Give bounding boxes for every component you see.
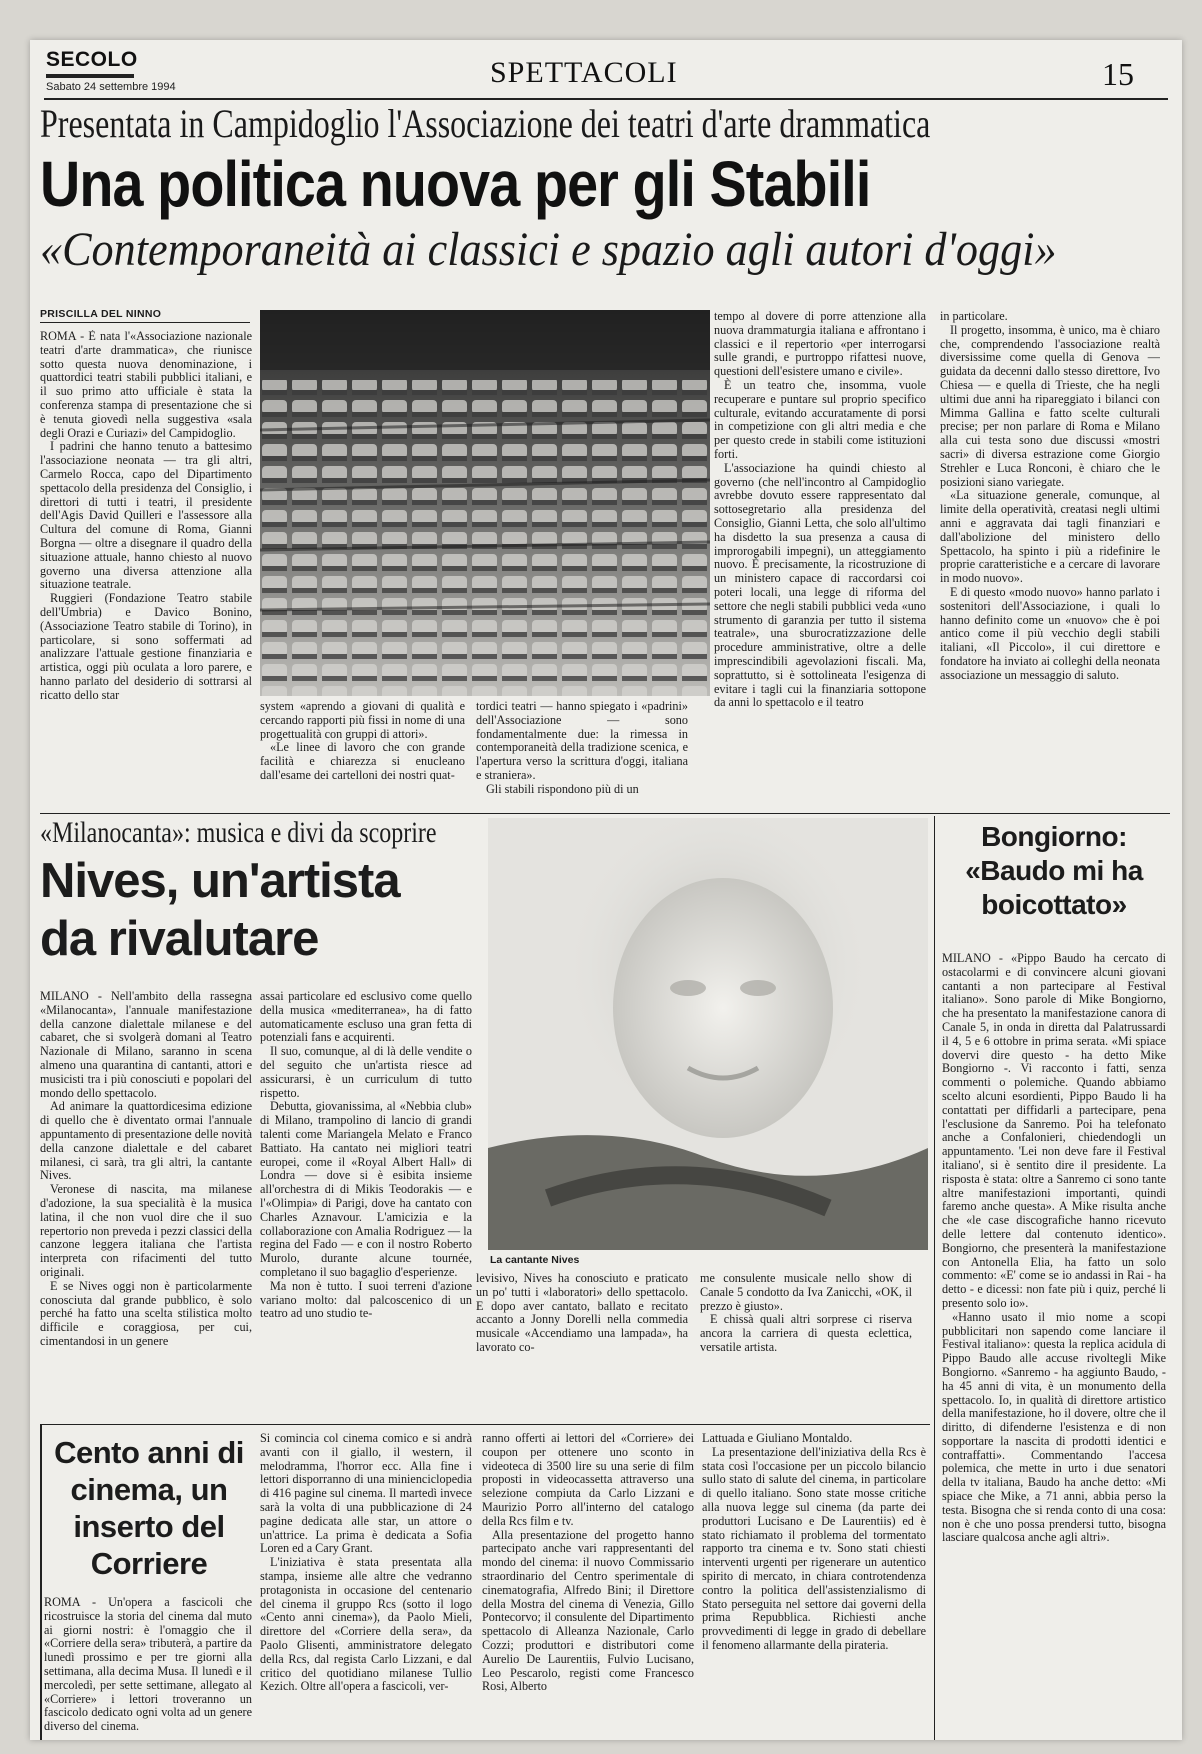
- nives-column-1: MILANO - Nell'ambito della rassegna «Milanocanta», l'annuale manifestazione della canzone dialettale milanese e del cabaret, che si svolgerà domani al Teatro Nazionale di Milano, saranno in scena almeno una quarantina di cantanti, attori e musicisti tra i più conosciuti e popolari del mondo dello spettacolo. Ad animare la quattordicesima edizione di quello che è diventato ormai l'annuale appuntamento di presentazione delle novità della canzone dialettale e del cabaret milanesi, ci sarà, tra gli altri, la cantante Nives. Veronese di nascita, ma milanese d'adozione, la sua specialità è la musica latina, il che non vuol dire che il suo repertorio non preveda i pezzi classici della canzone leggera italiana che l'artista interpreta con rifacimenti del tutto originali. E se Nives oggi non è particolarmente conosciuta dal grande pubblico, è solo perché ha fatto una scelta stilistica molto difficile e coraggiosa, per cui, cimentandosi in un genere: [40, 990, 252, 1348]
- section-title: SPETTACOLI: [490, 56, 678, 89]
- lead-kicker: Presentata in Campidoglio l'Associazione dei teatri d'arte drammatica: [40, 102, 931, 146]
- lead-column-4: tempo al dovere di porre attenzione alla nuova drammaturgia italiana e affrontano i classici e il repertorio «per interrogarsi sulle grandi, e purtroppo rifattesi nuove, questioni dell'esistere umano e civile». È un teatro che, insomma, vuole recuperare e puntare sul proprio specifico culturale, evitando accuratamente di porsi in competizione con gli altri media e che per questo crede in stabili come istituzioni forti. L'associazione ha quindi chiesto al governo (che nell'incontro al Campidoglio avrebbe dovuto essere rappresentato dal sottosegretario alla presidenza del Consiglio, Gianni Letta, che solo all'ultimo ha disdetto la sua presenza a causa di improrogabili impegni), un atteggiamento nuovo. È precisamente, la ricostruzione di un ministero capace di raccordarsi coi poteri locali, una legge di riforma del settore che negli stabili pubblici veda «uno strumento di garanzia per tutto il sistema teatrale», una sburocratizzazione delle procedure amministrative, oltre a delle imprescindibili agevolazioni fiscali. Ma, soprattutto, si è sottolineata l'esigenza di evitare i tagli cui la finanziaria sottopone da anni lo spettacolo e il teatro: [714, 310, 926, 710]
- lead-headline: Una politica nuova per gli Stabili: [40, 148, 871, 220]
- lead-column-2: system «aprendo a giovani di qualità e cercando rapporti più fissi in nome di una progettualità con gruppi di attori». «Le linee di lavoro che con grande facilità e chiarezza si enucleano dall'esame dei cartelloni dei nostri quat-: [260, 700, 465, 782]
- lead-bottom-rule: [40, 813, 1170, 814]
- byline-rule: [40, 322, 250, 323]
- nives-photo-caption: La cantante Nives: [490, 1254, 580, 1266]
- lead-column-3: tordici teatri — hanno spiegato i «padrini» dell'Associazione — sono fondamentalmente due: la rimessa in contemporaneità della tradizione scenica, e l'apertura verso la scrittura d'oggi, italiana e straniera». Gli stabili rispondono più di un: [476, 700, 688, 796]
- cinema-column-1: ROMA - Un'opera a fascicoli che ricostruisce la storia del cinema dal muto ai giorni nostri: è l'omaggio che il «Corriere della sera» tributerà, a partire da lunedì prossimo e per tre giorni alla settimana, alla decima Musa. Il lunedì e il mercoledì, per sette settimane, allegato al «Corriere» i lettori troveranno un fascicolo dedicato ogni volta ad un genere diverso del cinema.: [44, 1596, 252, 1734]
- issue-date: Sabato 24 settembre 1994: [46, 81, 176, 93]
- header-rule: [44, 98, 1168, 100]
- nives-bottom-rule: [40, 1424, 930, 1425]
- theatre-photo: [260, 310, 710, 696]
- nives-column-3: levisivo, Nives ha conosciuto e praticato un po' tutti i «laboratori» dello spettacolo. E dopo aver cantato, ballato e recitato accanto a Jonny Dorelli nella commedia musicale «Accendiamo una lampada», ha lavorato co-: [476, 1272, 688, 1354]
- nives-photo: [488, 818, 928, 1250]
- bongiorno-headline: Bongiorno: «Baudo mi ha boicottato»: [965, 821, 1143, 920]
- lead-column-1: ROMA - È nata l'«Associazione nazionale teatri d'arte drammatica», che riunisce sotto questa nuova denominazione, i quattordici teatri stabili pubblici italiani, e il suo primo atto ufficiale è stata la conferenza stampa di presentazione che si è tenuta giovedì nella suggestiva «sala degli Orazi e Curiazi» del Campidoglio. I padrini che hanno tenuto a battesimo l'associazione neonata — tra gli altri, Carmelo Rocca, capo del Dipartimento spettacolo della presidenza del Consiglio, i direttori di tutti i teatri, il presidente dell'Agis David Quilleri e l'assessore alla Cultura del comune di Roma, Gianni Borgna — oltre a disegnare il quadro della situazione attuale, hanno chiesto al nuovo governo una diversa attenzione alla situazione teatrale. Ruggieri (Fondazione Teatro stabile dell'Umbria) e Davico Bonino, (Associazione Teatro stabile di Torino), in particolare, si sono soffermati ad analizzare l'attuale gestione finanziaria e artistica, oggi più oculata a loro parere, e hanno parlato del desiderio di sottrarsi al ricatto dello star: [40, 330, 252, 702]
- masthead-bar: [46, 74, 134, 78]
- theatre-seats-image: [260, 310, 710, 696]
- cinema-column-3: ranno offerti ai lettori del «Corriere» dei coupon per ottenere uno sconto in videoteca di 3500 lire su una serie di film proposti in videocassetta attraverso una selezione compiuta da Carlo Lizzani e Maurizio Porro all'interno del catalogo della Rcs film e tv. Alla presentazione del progetto hanno partecipato anche vari rappresentanti del mondo del cinema: il nuovo Commissario straordinario del Centro sperimentale di cinematografia, Alfredo Bini; il Direttore della Mostra del cinema di Venezia, Gillo Pontecorvo; il consulente del Dipartimento spettacolo di Alleanza Nazionale, Carlo Cozzi; produttori e distributori come Aurelio De Laurentiis, Fulvio Lucisano, Leo Pescarolo, registi come Francesco Rosi, Alberto: [482, 1432, 694, 1694]
- cinema-headline: Cento anni di cinema, un inserto del Corriere: [54, 1435, 244, 1581]
- cinema-column-4: Lattuada e Giuliano Montaldo. La presentazione dell'iniziativa della Rcs è stata così l'occasione per un piccolo bilancio sullo stato di salute del cinema, in particolare di quello italiano. Sono state mosse critiche alla nuova legge sul cinema (da parte dei produttori Lucisano e De Laurentiis) ed è stato richiamato il problema del tormentato rapporto tra cinema e tv. Sono stati chiesti interventi urgenti per rigenerare un autentico spirito di mercato, in chiara controtendenza contro la politica dell'assistenzialismo di Stato perseguita nel settore dai governi della prima Repubblica. Richiesti anche provvedimenti di legge in grado di debellare il fenomeno allarmante della pirateria.: [702, 1432, 926, 1652]
- page-number: 15: [1102, 56, 1134, 92]
- cinema-column-2: Si comincia col cinema comico e si andrà avanti con il giallo, il western, il melodramma, l'horror ecc. Alla fine i lettori disporranno di una minienciclopedia di 416 pagine sul cinema. Il martedì invece sarà la volta di una pubblicazione di 24 pagine dedicata alle star, un attore o un'attrice. La prima è dedicata a Sofia Loren ed a Cary Grant. L'iniziativa è stata presentata alla stampa, insieme alle altre che vedranno protagonista in occasione del centenario del cinema il gruppo Rcs (sotto il logo «Cento anni cinema»), da Paolo Mieli, direttore del «Corriere della sera», da Paolo Glisenti, amministratore delegato della Rcs, dal regista Carlo Lizzani, e dal critico del quotidiano milanese Tullio Kezich. Oltre all'opera a fascicoli, ver-: [260, 1432, 472, 1694]
- nives-column-4: me consulente musicale nello show di Canale 5 condotto da Iva Zanicchi, «OK, il prezzo è giusto». E chissà quali altri sorprese ci riserva ancora la carriera di questa eclettica, versatile artista.: [700, 1272, 912, 1354]
- bongiorno-left-rule: [934, 816, 935, 1740]
- bongiorno-column: MILANO - «Pippo Baudo ha cercato di ostacolarmi e di convincere alcuni giovani cantanti a non partecipare al Festival italiano». Sono parole di Mike Bongiorno, che ha presentato la manifestazione canora di Canale 5, in onda in diretta dal Palatrussardi il 4, 5 e 6 ottobre in prima serata. «Mi spiace dovervi dire questo - ha detto Mike Bongiorno -. Vi racconto i fatti, senza commenti o polemiche. Quando abbiamo scelto alcuni esordienti, Pippo Baudo li ha contattati per diffidarli a partecipare, pena l'esclusione da Sanremo. Poi ha telefonato anche a Confalonieri, chiedendogli un appuntamento. 'Lei non deve fare il Festival italiano', si è sentito dire il presidente. La risposta è stata: oltre a Sanremo ci sono tante altre manifestazioni importanti, quindi faremo anche questa». A Mike risulta anche che «le case discografiche hanno ricevuto delle lettere dal contenuto identico». Bongiorno, che presenterà la manifestazione con Antonella Elia, ha fatto un solo commento: «E' come se io andassi in Rai - ha detto - e dicessi: non fate più i quiz, perché li presento solo io». «Hanno usato il mio nome a scopi pubblicitari non sapendo come lanciare il Festival italiano»: questa la replica acidula di Pippo Baudo alle accuse rivoltegli Mike Bongiorno. «Sanremo - ha aggiunto Baudo, - ha 45 anni di vita, è un monumento della spettacolo. Io, in qualità di direttore artistico della manifestazione, ho il dovere, oltre che il diritto, di difenderne l'esistenza e di non sopportare la nascita di prodotti identici e contraffatti». Commentando l'accesa polemica, che mette in urto i due senatori della tv italiana, Baudo ha anche detto: «Mi spiace che Mike, a 71 anni, abbia perso la testa. Bisogna che si renda conto di una cosa: non è che uno possa prendersi tutto, bisogna lasciare qualcosa anche agli altri».: [942, 952, 1166, 1545]
- lead-column-5: in particolare. Il progetto, insomma, è unico, ma è chiaro che, comprendendo l'associazione realtà diversissime come quella di Genova — guidata da decenni dallo stesso direttore, Ivo Chiesa — e quella di Trieste, che ha negli ultimi due anni ha ripareggiato i bilanci con Mimma Gallina e fatto scelte culturali precise; per non parlare di Roma e Milano alla cui testa sono due discussi «mostri sacri» di diversa estrazione come Giorgio Strehler e Luca Ronconi, è chiaro che le posizioni siano variegate. «La situazione generale, comunque, al limite della operatività, creatasi negli ultimi anni e aggravata dai tagli finanziari e dall'abolizione del ministero dello Spettacolo, ha spinto i più a ridefinire le proprie caratteristiche e a cercare di lavorare in modo nuovo». E di questo «modo nuovo» hanno parlato i sostenitori dell'Associazione, i quali lo hanno definito come un «nuovo» che è poi antico come il più vecchio degli stabili italiani, «Il Piccolo», il cui direttore e fondatore ha inviato ai colleghi della neonata associazione un messaggio di saluto.: [940, 310, 1160, 682]
- nives-kicker: «Milanocanta»: musica e divi da scoprire: [40, 816, 437, 849]
- lead-subhead: «Contemporaneità ai classici e spazio agli autori d'oggi»: [40, 223, 1057, 276]
- nives-portrait-image: [488, 818, 928, 1250]
- masthead: SECOLO: [46, 48, 138, 71]
- cinema-box-rule: [40, 1424, 42, 1740]
- nives-headline: Nives, un'artista da rivalutare: [40, 854, 400, 966]
- lead-byline: PRISCILLA DEL NINNO: [40, 308, 162, 320]
- nives-column-2: assai particolare ed esclusivo come quello della musica «mediterranea», ha di fatto automaticamente escluso una gran fetta di potenziali fans e acquirenti. Il suo, comunque, al di là delle vendite o del seguito che un'artista riesce ad assicurarsi, è un curriculum di tutto rispetto. Debutta, giovanissima, al «Nebbia club» di Milano, trampolino di lancio di grandi talenti come Mariangela Melato e Franco Battiato. Ha cantato nei migliori teatri europei, come il «Royal Albert Hall» di Londra — dove si è esibita insieme all'orchestra di di Mikis Teodorakis — e l'«Olimpia» di Parigi, dove ha cantato con Charles Aznavour. L'amicizia e la collaborazione con Amalia Rodriguez — la regina del Fado — e con il nostro Roberto Murolo, durante alcune tournée, completano il suo bagaglio d'esperienze. Ma non è tutto. I suoi terreni d'azione variano molto: dal palcoscenico di un teatro ad uno studio te-: [260, 990, 472, 1321]
- newspaper-page: [30, 40, 1182, 1740]
